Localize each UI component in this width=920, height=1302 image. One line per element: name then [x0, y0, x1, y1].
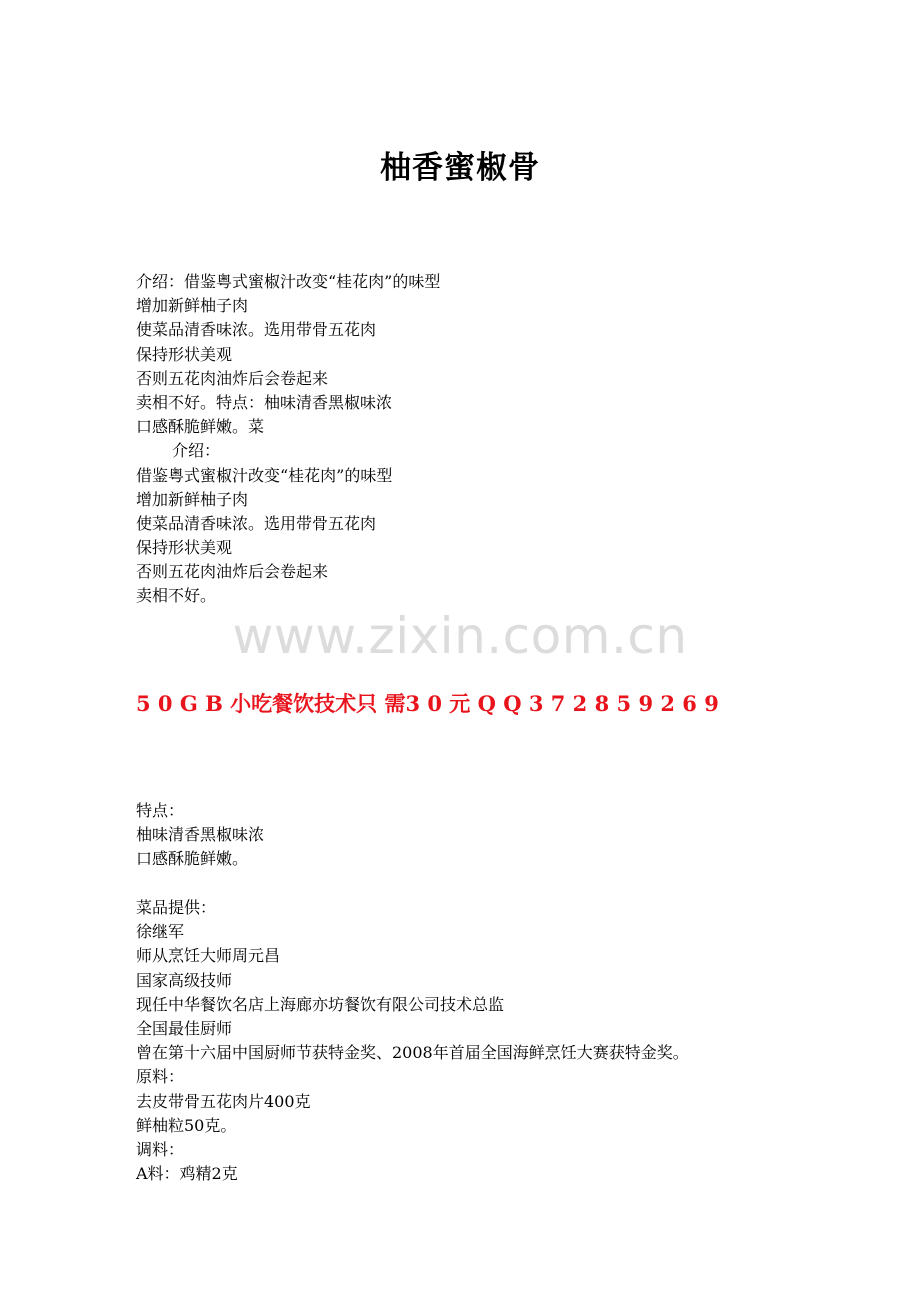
intro-line: 借鉴粤式蜜椒汁改变“桂花肉”的味型: [136, 465, 393, 485]
details-line: 菜品提供：: [136, 898, 217, 917]
intro-block: [136, 270, 440, 609]
intro-line: 否则五花肉油炸后会卷起来: [136, 368, 329, 388]
details-line: 调料：: [136, 1139, 185, 1159]
details-line: 师从烹饪大师周元昌: [136, 946, 281, 966]
features-line: 特点：: [136, 801, 185, 820]
details-line: A料：鸡精2克: [136, 1164, 238, 1184]
features-block: [136, 799, 264, 872]
intro-line: 保持形状美观: [136, 344, 233, 364]
features-line: 口感酥脆鲜嫩。: [136, 849, 249, 869]
intro-line: 增加新鲜柚子肉: [136, 489, 249, 509]
intro-line: 保持形状美观: [136, 538, 233, 558]
details-line: 全国最佳厨师: [136, 1018, 233, 1038]
details-block: [136, 896, 689, 1186]
details-line: 徐继军: [136, 922, 185, 942]
intro-line: 使菜品清香味浓。选用带骨五花肉: [136, 320, 377, 340]
intro-line: 否则五花肉油炸后会卷起来: [136, 562, 329, 582]
details-line: 现任中华餐饮名店上海廊亦坊餐饮有限公司技术总监: [136, 994, 505, 1014]
details-line: 鲜柚粒50克。: [136, 1115, 237, 1135]
intro-line: 卖相不好。特点：柚味清香黑椒味浓: [136, 392, 393, 412]
intro-line: 增加新鲜柚子肉: [136, 296, 249, 316]
intro-line: 使菜品清香味浓。选用带骨五花肉: [136, 513, 377, 533]
intro-line: 介绍：: [172, 441, 221, 461]
document-title: 柚香蜜椒骨: [380, 150, 540, 186]
details-line: 原料：: [136, 1067, 185, 1087]
intro-line: 卖相不好。: [136, 586, 217, 606]
intro-line: 介绍：借鉴粤式蜜椒汁改变“桂花肉”的味型: [136, 272, 441, 291]
intro-line: 口感酥脆鲜嫩。菜: [136, 417, 265, 437]
watermark-text: www.zixin.com.cn: [232, 607, 688, 665]
details-line: 国家高级技师: [136, 970, 233, 990]
details-line: 曾在第十六届中国厨师节获特金奖、2008年首届全国海鲜烹饪大赛获特金奖。: [136, 1043, 689, 1063]
details-line: 去皮带骨五花肉片400克: [136, 1091, 311, 1111]
features-line: 柚味清香黑椒味浓: [136, 825, 265, 845]
advertisement-line: 5 0 G B 小吃餐饮技术只 需3 0 元 Q Q 3 7 2 8 5 9 2 6 9: [136, 691, 719, 716]
